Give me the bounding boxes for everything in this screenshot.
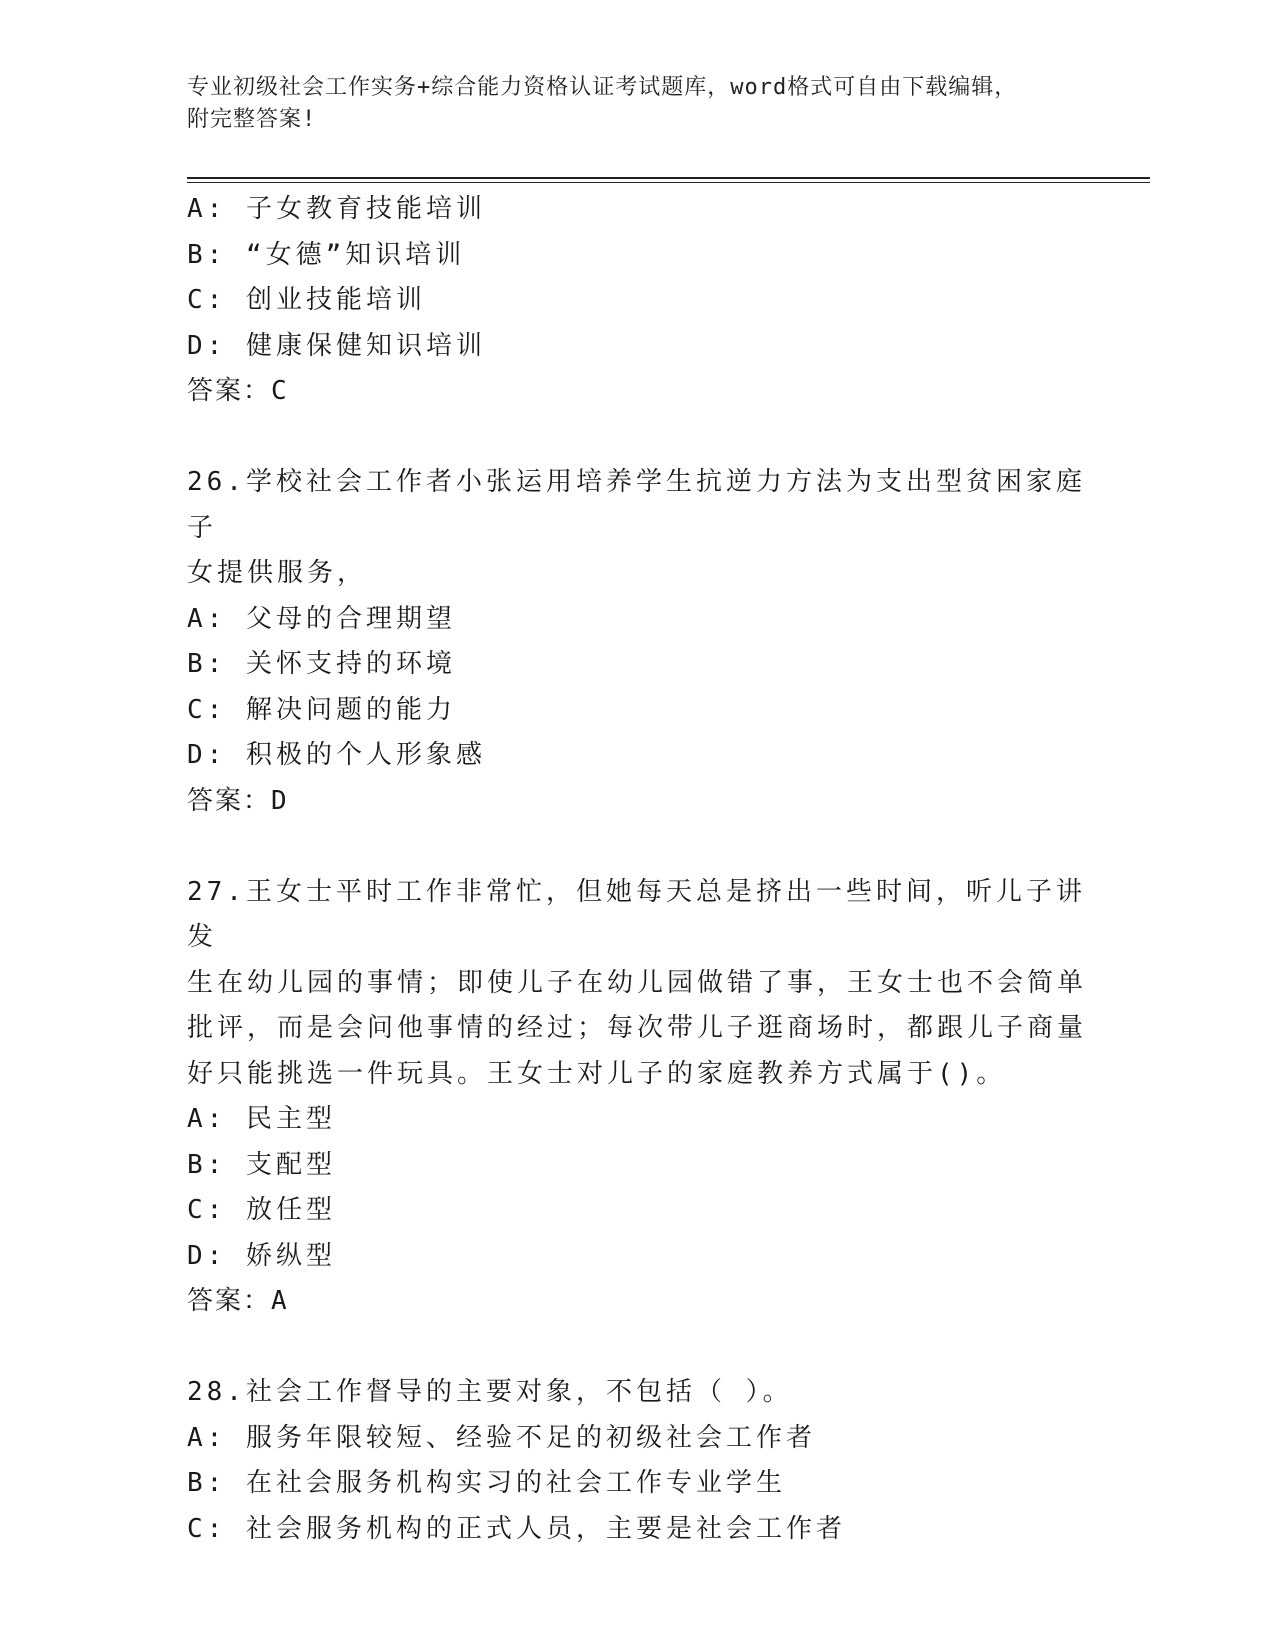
option-d: D: 健康保健知识培训 xyxy=(187,330,486,361)
option-b: B: “女德”知识培训 xyxy=(187,239,466,270)
spacer xyxy=(187,824,1087,870)
question-stem: 批评，而是会问他事情的经过；每次带儿子逛商场时，都跟儿子商量 xyxy=(187,1013,1088,1043)
header-rule-thin xyxy=(187,182,1150,183)
option-c: C: 解决问题的能力 xyxy=(187,694,456,725)
question-stem: 26.学校社会工作者小张运用培养学生抗逆力方法为支出型贫困家庭子 xyxy=(187,467,1086,543)
question-stem: 女提供服务， xyxy=(187,558,368,588)
option-c: C: 放任型 xyxy=(187,1195,336,1225)
option-a: A: 父母的合理期望 xyxy=(187,603,456,634)
option-d: D: 娇纵型 xyxy=(187,1240,336,1271)
question-stem: 28.社会工作督导的主要对象，不包括（ ）。 xyxy=(187,1377,793,1407)
option-c: C: 创业技能培训 xyxy=(187,285,426,315)
spacer xyxy=(187,1325,1087,1371)
question-27 xyxy=(187,870,1087,1325)
answer-line: 答案：C xyxy=(187,376,289,406)
spacer xyxy=(187,415,1087,461)
question-list xyxy=(187,187,1087,1552)
option-a: A: 子女教育技能培训 xyxy=(187,194,486,224)
option-b: B: 支配型 xyxy=(187,1149,336,1180)
question-stem: 生在幼儿园的事情；即使儿子在幼儿园做错了事，王女士也不会简单 xyxy=(187,967,1088,998)
answer-line: 答案：D xyxy=(187,785,289,816)
option-c: C: 社会服务机构的正式人员，主要是社会工作者 xyxy=(187,1513,846,1544)
document-header xyxy=(187,72,1087,136)
answer-line: 答案：A xyxy=(187,1286,289,1316)
question-stem: 好只能挑选一件玩具。王女士对儿子的家庭教养方式属于()。 xyxy=(187,1058,1007,1089)
option-a: A: 服务年限较短、经验不足的初级社会工作者 xyxy=(187,1422,816,1453)
question-25 xyxy=(187,187,1087,415)
option-b: B: 在社会服务机构实习的社会工作专业学生 xyxy=(187,1468,786,1498)
option-a: A: 民主型 xyxy=(187,1104,336,1134)
question-26 xyxy=(187,460,1087,824)
question-stem: 27.王女士平时工作非常忙，但她每天总是挤出一些时间，听儿子讲发 xyxy=(187,876,1086,952)
header-line-2: 附完整答案! xyxy=(187,107,317,132)
header-line-1: 专业初级社会工作实务+综合能力资格认证考试题库，word格式可自由下载编辑， xyxy=(187,75,1018,100)
option-d: D: 积极的个人形象感 xyxy=(187,740,486,770)
option-b: B: 关怀支持的环境 xyxy=(187,649,456,679)
question-28 xyxy=(187,1370,1087,1552)
header-rule-thick xyxy=(187,177,1150,179)
